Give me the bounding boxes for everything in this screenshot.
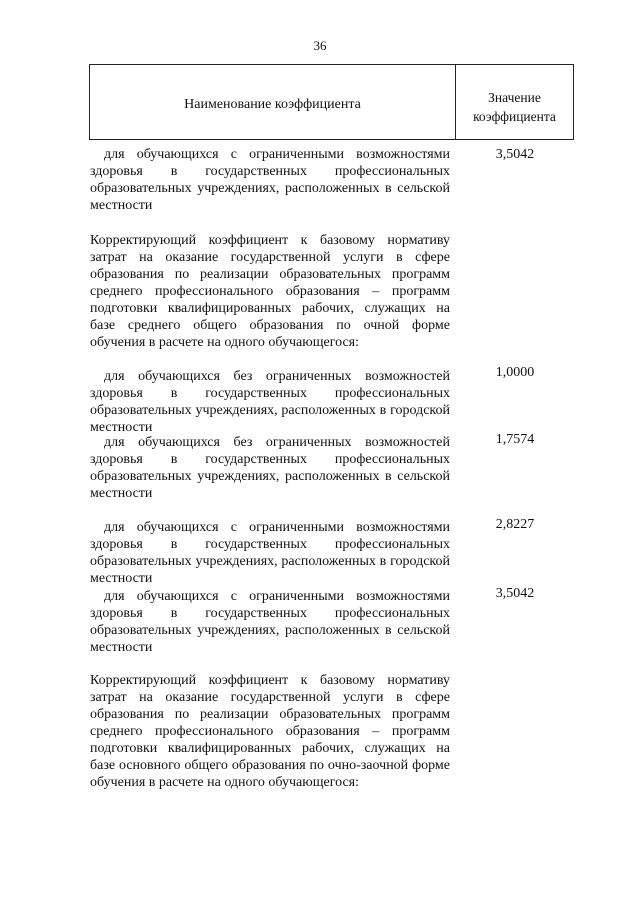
coefficient-row-value: 3,5042 (495, 147, 535, 162)
header-coefficient-value (456, 65, 573, 139)
header-coefficient-name: Наименование коэффициента (90, 65, 456, 139)
header-value-line2: коэффициента (473, 109, 556, 124)
coefficient-table-header (89, 64, 574, 140)
header-value-line1: Значение (488, 90, 541, 105)
section-heading-full-time: Корректирующий коэффициент к базовому нормативу затрат на оказание государственной услуги в сфере образования по реализации образовательных программ среднего профессионального образования – программ подготовки квалифицированных рабочих, служащих на базе среднего общего образования по очной форме обучения в расчете на одного обучающегося: (90, 233, 450, 350)
coefficient-row-text: для обучающихся без ограниченных возможностей здоровья в государственных профессиональных образовательных учреждениях, расположенных в сельской местности (90, 435, 450, 501)
coefficient-row-text: для обучающихся без ограниченных возможностей здоровья в государственных профессиональных образовательных учреждениях, расположенных в городской местности (90, 369, 450, 435)
coefficient-row-value: 3,5042 (495, 586, 535, 601)
coefficient-row-value: 1,7574 (495, 432, 535, 447)
coefficient-row-text: для обучающихся с ограниченными возможностями здоровья в государственных профессиональных образовательных учреждениях, расположенных в городской местности (90, 520, 450, 586)
coefficient-row-text: для обучающихся с ограниченными возможностями здоровья в государственных профессиональных образовательных учреждениях, расположенных в сельской местности (90, 147, 450, 213)
page-number: 36 (313, 38, 327, 53)
coefficient-row-text: для обучающихся с ограниченными возможностями здоровья в государственных профессиональных образовательных учреждениях, расположенных в сельской местности (90, 589, 450, 655)
section-heading-part-time: Корректирующий коэффициент к базовому нормативу затрат на оказание государственной услуги в сфере образования по реализации образовательных программ среднего профессионального образования – программ подготовки квалифицированных рабочих, служащих на базе основного общего образования по очно-заочной форме обучения в расчете на одного обучающегося: (90, 673, 450, 790)
coefficient-row-value: 2,8227 (495, 517, 535, 532)
coefficient-row-value: 1,0000 (495, 365, 535, 380)
